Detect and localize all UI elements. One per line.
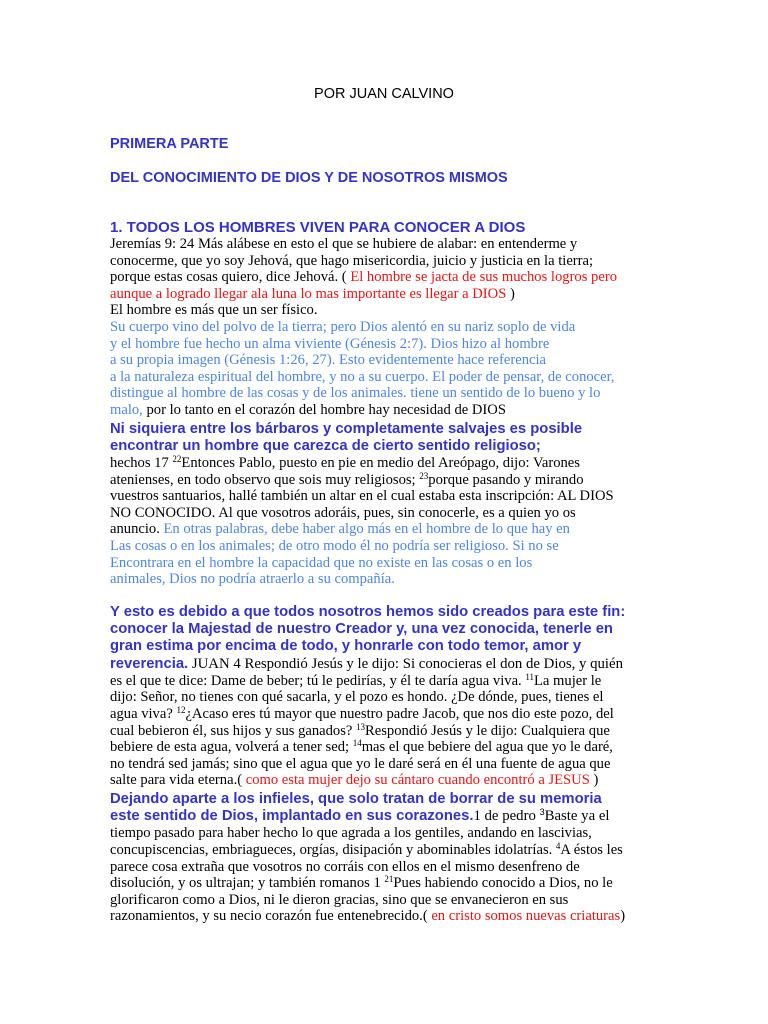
text-run: conocerme, que yo soy Jehová, que hago misericordia, juicio y justicia en la tierra; — [110, 252, 594, 269]
author-line: POR JUAN CALVINO — [314, 86, 454, 102]
text-run: gran estima por encima de todo, y honrarle con todo temor, amor y — [110, 638, 582, 655]
text-line — [110, 402, 670, 419]
text-run: como esta mujer dejo su cántaro cuando encontró a JESUS — [245, 772, 590, 789]
text-line — [110, 505, 670, 522]
text-run: agua viva? — [110, 705, 177, 722]
text-run: atenienses, en todo observo que sois muy religiosos; — [110, 471, 420, 488]
text-line — [110, 689, 670, 706]
verse-number: 3 — [539, 807, 545, 818]
text-run: salte para vida eterna.( — [110, 772, 246, 789]
text-line — [110, 604, 670, 621]
text-run: mas el que bebiere del agua que yo le daré, — [361, 739, 613, 756]
text-line — [110, 286, 670, 303]
paragraph-jeremias — [110, 236, 670, 419]
chapter-heading: 1. TODOS LOS HOMBRES VIVEN PARA CONOCER A DIOS — [110, 219, 526, 236]
text-line — [110, 336, 670, 353]
text-line — [110, 908, 670, 925]
text-run: La mujer le — [534, 672, 602, 689]
text-run: aunque a logrado llegar ala luna lo mas importante es llegar a DIOS — [110, 285, 507, 302]
text-line — [110, 756, 670, 773]
text-line — [110, 269, 670, 286]
text-run: malo, — [110, 401, 147, 418]
text-run: JUAN 4 Respondió Jesús y le dijo: Si conocieras el don de Dios, y quién — [188, 655, 623, 672]
section-title: DEL CONOCIMIENTO DE DIOS Y DE NOSOTROS MISMOS — [110, 170, 508, 186]
text-run: glorificaron como a Dios, ni le dieron gracias, sino que se envanecieron en sus — [110, 891, 569, 908]
text-run: El hombre se jacta de sus muchos logros pero — [350, 269, 617, 286]
text-line — [110, 488, 670, 505]
text-run: a su propia imagen (Génesis 1:26, 27). Esto evidentemente hace referencia — [110, 352, 547, 369]
text-run: El hombre es más que un ser físico. — [110, 302, 318, 319]
text-line — [110, 808, 670, 825]
text-line — [110, 369, 670, 386]
text-line — [110, 772, 670, 789]
text-run: ) — [620, 908, 626, 925]
text-run: conocer la Majestad de nuestro Creador y, una vez conocida, tenerle en — [110, 621, 613, 638]
paragraph-juan-4 — [110, 604, 670, 789]
text-run: En otras palabras, debe haber algo más en el hombre de lo que hay en — [163, 521, 570, 538]
text-run: bebiere de esta agua, volverá a tener sed; — [110, 739, 353, 756]
text-run: hechos 17 — [110, 455, 173, 471]
text-run: Y esto es debido a que todos nosotros hemos sido creados para este fin: — [110, 604, 626, 620]
text-line — [110, 319, 670, 336]
text-line: encontrar un hombre que carezca de cierto sentido religioso; — [110, 438, 541, 455]
text-line — [110, 521, 670, 538]
verse-number: 11 — [525, 671, 535, 682]
part-heading: PRIMERA PARTE — [110, 136, 229, 152]
text-line — [110, 455, 670, 472]
text-run: Respondió Jesús y le dijo: Cualquiera que — [365, 722, 610, 739]
text-line — [110, 472, 670, 489]
text-run: dijo: Señor, no tienes con qué sacarla, y el pozo es hondo. ¿De dónde, pues, tienes el — [110, 689, 604, 706]
text-line: Ni siquiera entre los bárbaros y completamente salvajes es posible — [110, 421, 583, 437]
text-line — [110, 656, 670, 673]
text-run: Dejando aparte a los infieles, que solo tratan de borrar de su memoria — [110, 791, 602, 807]
text-run: y el hombre fue hecho un alma viviente (Génesis 2:7). Dios hizo al hombre — [110, 335, 550, 352]
text-run: es el que te dice: Dame de beber; tú le pedirías, y él te daría agua viva. — [110, 672, 526, 689]
text-line — [110, 253, 670, 270]
text-run: anuncio. — [110, 521, 164, 538]
verse-number: 22 — [172, 454, 182, 464]
text-run: Encontrara en el hombre la capacidad que no existe en las cosas o en los — [110, 554, 533, 571]
text-line — [110, 859, 670, 876]
text-run: razonamientos, y su necio corazón fue entenebrecido.( — [110, 908, 432, 925]
text-run: ¿Acaso eres tú mayor que nuestro padre Jacob, que nos dio este pozo, del — [185, 705, 614, 722]
text-line — [110, 638, 670, 655]
verse-number: 14 — [352, 738, 362, 749]
text-run: Las cosas o en los animales; de otro modo él no podría ser religioso. Si no se — [110, 537, 559, 554]
verse-number: 21 — [384, 874, 394, 885]
text-run: A éstos les — [560, 841, 623, 858]
text-line — [110, 875, 670, 892]
text-run: distingue al hombre de las cosas y de los animales. tiene un sentido de lo bueno y lo — [110, 385, 601, 402]
text-line — [110, 571, 670, 588]
text-run: Jeremías 9: 24 Más alábese en esto el que se hubiere de alabar: en entenderme y — [110, 236, 578, 252]
verse-number: 13 — [356, 721, 366, 732]
verse-number: 4 — [555, 840, 561, 851]
text-line — [110, 673, 670, 690]
text-run: porque pasando y mirando — [428, 471, 584, 488]
text-line — [110, 706, 670, 723]
text-line — [110, 842, 670, 859]
paragraph-infieles — [110, 791, 670, 925]
text-line — [110, 538, 670, 555]
text-line — [110, 385, 670, 402]
text-line — [110, 791, 670, 808]
verse-number: 23 — [419, 470, 429, 481]
text-line — [110, 825, 670, 842]
text-line — [110, 723, 670, 740]
text-run: Baste ya el — [544, 808, 610, 825]
text-line — [110, 892, 670, 909]
text-line — [110, 621, 670, 638]
text-run: ) — [589, 772, 599, 789]
text-run: disolución, y os ultrajan; y también romanos 1 — [110, 875, 385, 892]
text-run: cual bebieron él, sus hijos y sus ganados? — [110, 722, 357, 739]
text-run: parece cosa extraña que vosotros no corráis con ellos en el mismo desenfreno de — [110, 858, 580, 875]
text-run: no tendrá sed jamás; sino que el agua que yo le daré será en él una fuente de agua que — [110, 755, 611, 772]
text-line — [110, 302, 670, 319]
text-run: NO CONOCIDO. Al que vosotros adoráis, pues, sin conocerle, es a quien yo os — [110, 504, 576, 521]
text-run: Entonces Pablo, puesto en pie en medio del Areópago, dijo: Varones — [181, 455, 580, 471]
text-run: 1 de pedro — [473, 808, 540, 825]
text-line — [110, 555, 670, 572]
text-run: concupiscencias, embriagueces, orgías, disipación y abominables idolatrías. — [110, 841, 556, 858]
text-run: tiempo pasado para haber hecho lo que agrada a los gentiles, andando en lascivias, — [110, 825, 592, 842]
text-line — [110, 739, 670, 756]
paragraph-religious-sense — [110, 421, 670, 455]
text-run: reverencia. — [110, 655, 189, 672]
text-line — [110, 236, 670, 253]
text-run: Pues habiendo conocido a Dios, no le — [393, 875, 613, 892]
verse-number: 12 — [176, 704, 186, 715]
text-run: porque estas cosas quiero, dice Jehová. ( — [110, 269, 351, 286]
text-line — [110, 352, 670, 369]
paragraph-hechos-17 — [110, 455, 670, 588]
text-run: por lo tanto en el corazón del hombre hay necesidad de DIOS — [146, 401, 506, 418]
text-run: a la naturaleza espiritual del hombre, y no a su cuerpo. El poder de pensar, de conocer, — [110, 368, 615, 385]
text-run: ) — [506, 285, 515, 302]
text-run: Su cuerpo vino del polvo de la tierra; pero Dios alentó en su nariz soplo de vida — [110, 318, 576, 335]
text-run: vuestros santuarios, hallé también un altar en el cual estaba esta inscripción: AL DIOS — [110, 488, 614, 505]
text-run: en cristo somos nuevas criaturas — [431, 908, 621, 925]
text-run: animales, Dios no podría atraerlo a su compañía. — [110, 571, 395, 588]
text-run: este sentido de Dios, implantado en sus corazones. — [110, 808, 474, 825]
